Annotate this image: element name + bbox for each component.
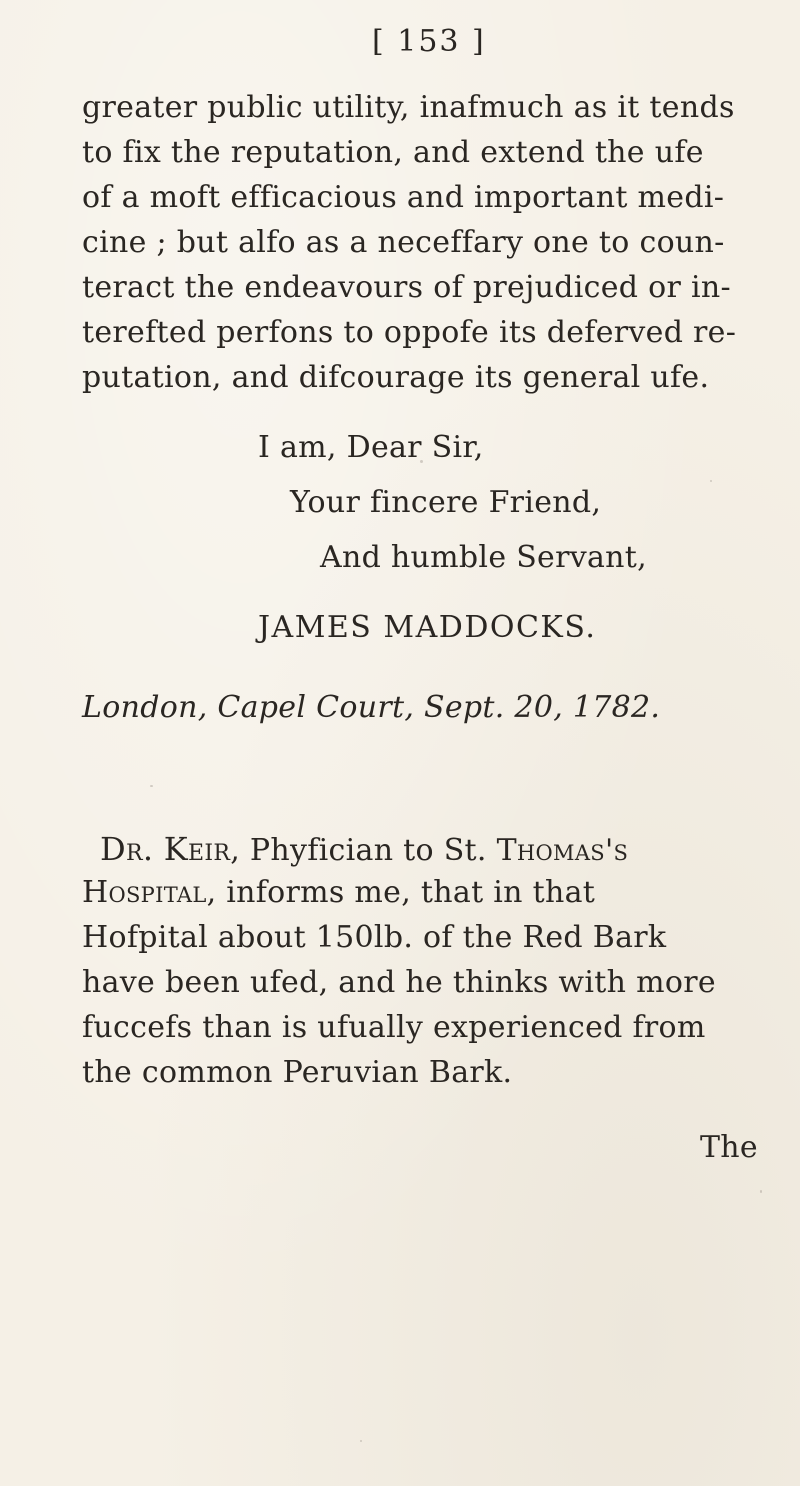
catchword: The [700,1130,758,1165]
paragraph-1-line-6: terefted perfons to oppofe its deferved re- [82,315,737,350]
paragraph-1-line-3: of a moft efficacious and important medi- [82,180,725,215]
paragraph-2-line-4: have been ufed, and he thinks with more [82,965,716,1000]
paragraph-2-line-6: the common Peruvian Bark. [82,1055,513,1090]
paper-speck [150,785,153,787]
paragraph-1-line-5: teract the endeavours of prejudiced or in- [82,270,731,305]
paragraph-1-line-7: putation, and difcourage its general ufe. [82,360,710,395]
page-number-header: [ 153 ] [372,24,486,59]
paragraph-2-line-2-text: , informs me, that in that [206,875,596,910]
paper-speck [710,480,712,482]
paragraph-2-line-1 [82,830,628,868]
paragraph-1-line-2: to fix the reputation, and extend the ufe [82,135,704,170]
hospital-name-part2: Hospital [82,875,207,910]
paper-speck [360,1440,362,1442]
physician-name: Dr. Keir [100,830,231,868]
paragraph-2-line-5: fuccefs than is ufually experienced from [82,1010,706,1045]
dateline: London, Capel Court, Sept. 20, 1782. [82,690,661,725]
physician-title: , Phyfician to St. [230,833,497,868]
signature: JAMES MADDOCKS. [258,610,597,645]
paragraph-1-line-1: greater public utility, inafmuch as it tends [82,90,735,125]
paragraph-2-line-2 [82,875,595,910]
closing-friend: Your fincere Friend, [290,485,602,520]
hospital-name-part1: Thomas's [496,833,629,868]
paragraph-1-line-4: cine ; but alfo as a neceffary one to coun- [82,225,725,260]
closing-salutation: I am, Dear Sir, [258,430,484,465]
paragraph-2-line-3: Hofpital about 150lb. of the Red Bark [82,920,667,955]
paper-speck [760,1190,762,1193]
paper-speck [420,460,423,463]
closing-servant: And humble Servant, [320,540,647,575]
